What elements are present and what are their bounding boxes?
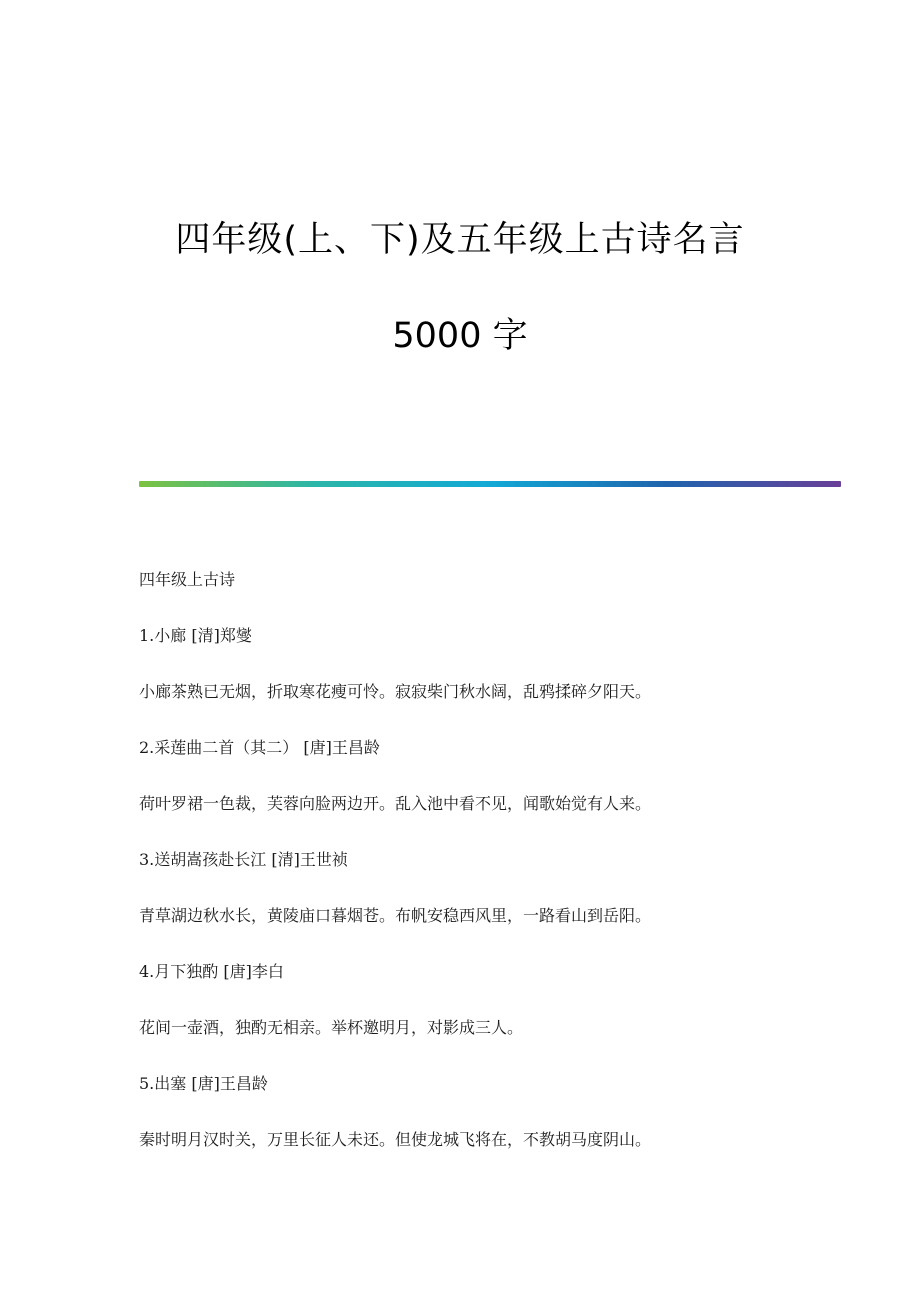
- gradient-divider: [139, 481, 841, 487]
- poem-text: 青草湖边秋水长，黄陵庙口暮烟苍。布帆安稳西风里，一路看山到岳阳。: [139, 906, 652, 925]
- poem-text: 小廊茶熟已无烟，折取寒花瘦可怜。寂寂柴门秋水阔，乱鸦揉碎夕阳天。: [139, 682, 652, 701]
- poem-text: 秦时明月汉时关，万里长征人未还。但使龙城飞将在，不教胡马度阴山。: [139, 1130, 652, 1149]
- document-title: 四年级(上、下)及五年级上古诗名言: [175, 220, 745, 260]
- poem-title: 4.月下独酌 [唐]李白: [139, 962, 284, 981]
- document-subtitle: 5000 字: [392, 316, 528, 356]
- section-heading: 四年级上古诗: [139, 570, 236, 589]
- poem-title: 2.采莲曲二首（其二） [唐]王昌龄: [139, 738, 380, 757]
- title-block: [0, 210, 920, 366]
- poem-title: 1.小廊 [清]郑燮: [139, 626, 252, 645]
- document-body: [139, 562, 839, 1178]
- poem-text: 花间一壶酒，独酌无相亲。举杯邀明月，对影成三人。: [139, 1018, 524, 1037]
- poem-title: 5.出塞 [唐]王昌龄: [139, 1074, 268, 1093]
- poem-text: 荷叶罗裙一色裁，芙蓉向脸两边开。乱入池中看不见，闻歌始觉有人来。: [139, 794, 652, 813]
- poem-title: 3.送胡嵩孩赴长江 [清]王世祯: [139, 850, 348, 869]
